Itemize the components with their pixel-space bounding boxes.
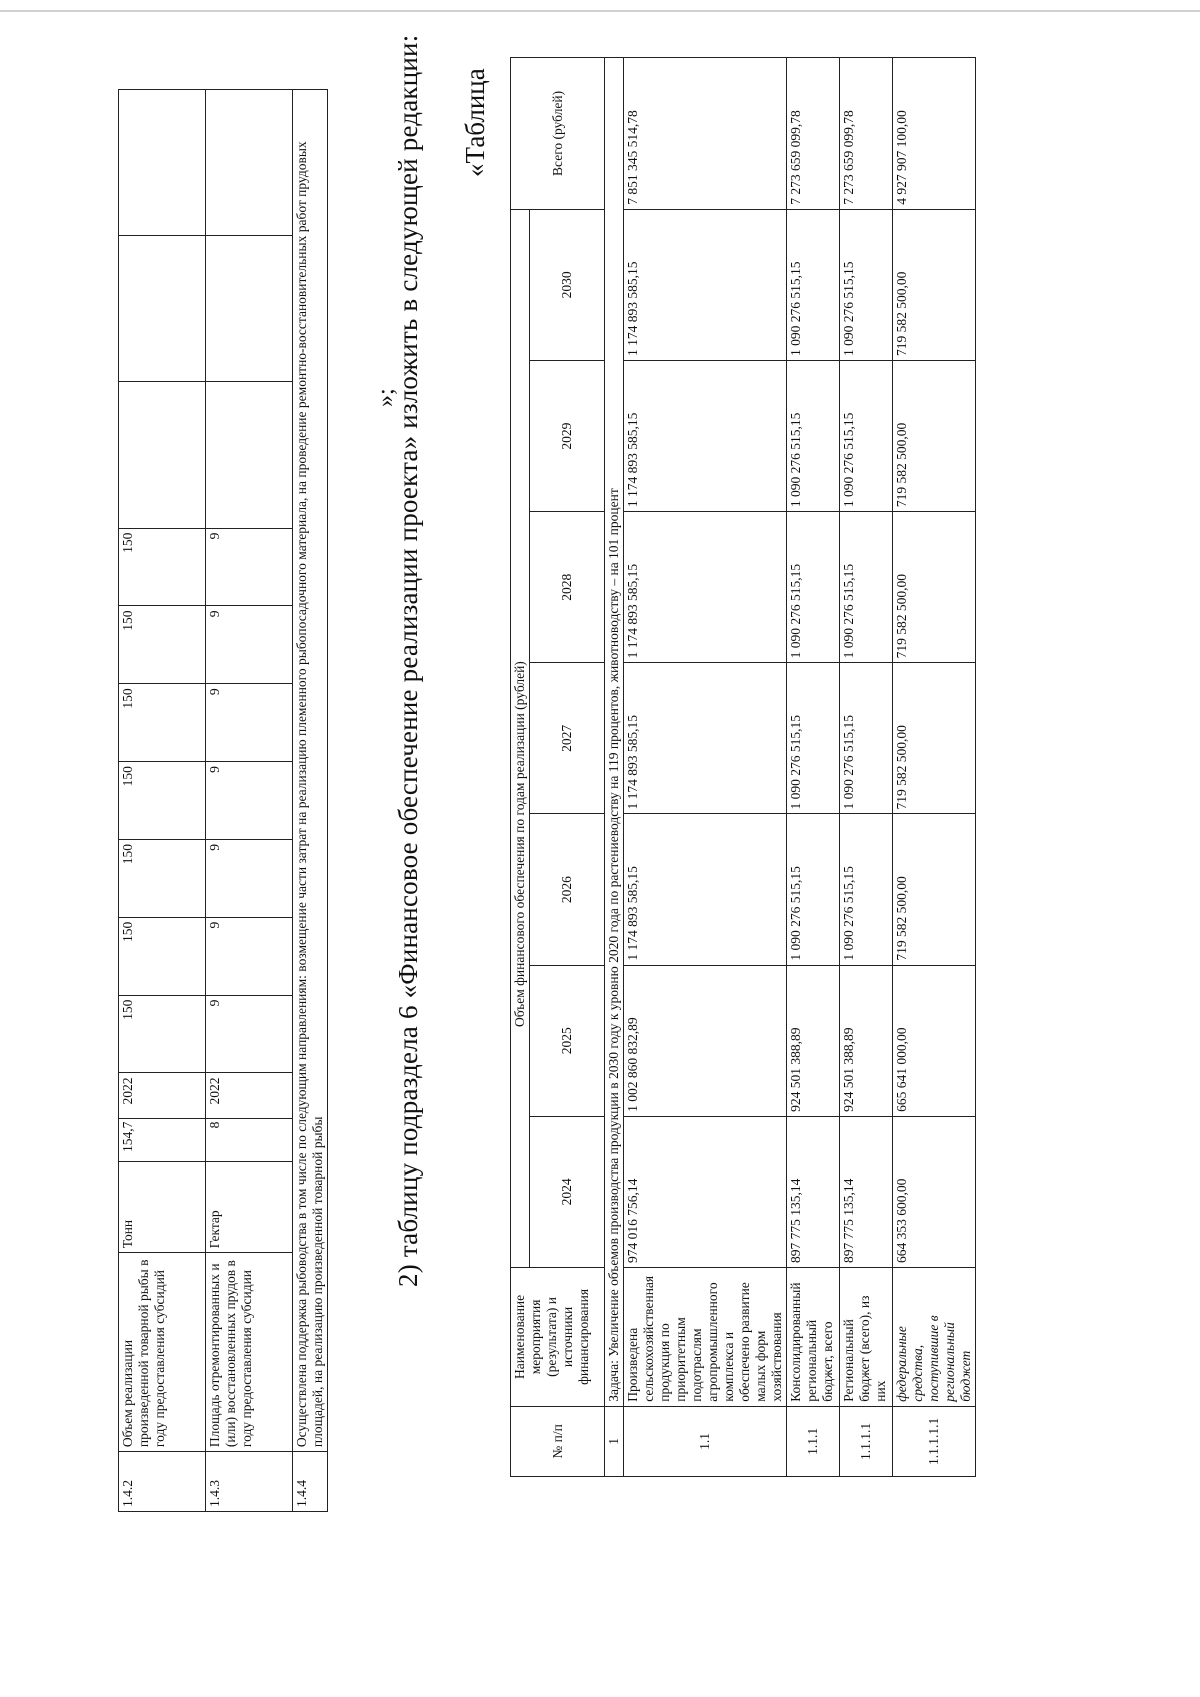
task-text: Задача: Увеличение объемов производства продукции в 2030 году к уровню 2020 года по растениеводству на 119 процентов, животноводству – на 101 процент [605, 58, 624, 1407]
table-title: «Таблица [460, 68, 490, 177]
year-value: 150 [119, 528, 206, 606]
total-amount: 7 273 659 099,78 [787, 58, 840, 210]
row-number: 1.1.1 [787, 1406, 840, 1476]
year-amount: 719 582 500,00 [893, 814, 976, 965]
empty-cell [206, 236, 293, 382]
year-amount: 1 090 276 515,15 [840, 360, 893, 511]
year-amount: 1 090 276 515,15 [787, 360, 840, 511]
table-row [840, 58, 893, 1477]
year-amount: 719 582 500,00 [893, 663, 976, 814]
total-amount: 7 273 659 099,78 [840, 58, 893, 210]
year-amount: 1 174 893 585,15 [624, 663, 787, 814]
year-value: 9 [206, 684, 293, 762]
row-number: 1.4.2 [119, 1452, 206, 1512]
year-value: 9 [206, 995, 293, 1073]
header-year: 2024 [530, 1116, 605, 1267]
row-name: федеральные средства, поступившие в региональный бюджет [893, 1268, 976, 1407]
year-amount: 1 090 276 515,15 [787, 512, 840, 663]
header-row [511, 58, 530, 1477]
header-total: Всего (рублей) [511, 58, 605, 210]
year-amount: 665 641 000,00 [893, 965, 976, 1116]
year-amount: 1 174 893 585,15 [624, 360, 787, 511]
row-name: Консолидированный региональный бюджет, всего [787, 1268, 840, 1407]
table-row [119, 90, 206, 1512]
year-amount: 1 090 276 515,15 [787, 663, 840, 814]
row-name: Объем реализации произведенной товарной рыбы в году предоставления субсидий [119, 1253, 206, 1452]
row-unit: Тонн [119, 1161, 206, 1253]
year-amount: 1 090 276 515,15 [840, 663, 893, 814]
finance-table [510, 57, 976, 1477]
empty-cell [119, 90, 206, 236]
closing-quote: »; [373, 388, 399, 407]
row-number: 1.4.4 [293, 1452, 328, 1512]
year-amount: 924 501 388,89 [787, 965, 840, 1116]
empty-cell [119, 236, 206, 382]
year-amount: 719 582 500,00 [893, 209, 976, 360]
year-value: 150 [119, 839, 206, 917]
year-amount: 974 016 756,14 [624, 1116, 787, 1267]
table-row [787, 58, 840, 1477]
year-amount: 664 353 600,00 [893, 1116, 976, 1267]
year-value: 150 [119, 917, 206, 995]
year-amount: 1 002 860 832,89 [624, 965, 787, 1116]
header-year: 2027 [530, 663, 605, 814]
header-year: 2026 [530, 814, 605, 965]
year-amount: 1 090 276 515,15 [840, 209, 893, 360]
base-year: 2022 [206, 1073, 293, 1118]
header-name: Наименование мероприятия (результата) и источники финансирования [511, 1268, 605, 1407]
table-row [624, 58, 787, 1477]
header-number: № п/п [511, 1406, 605, 1476]
year-value: 9 [206, 917, 293, 995]
header-year: 2030 [530, 209, 605, 360]
base-value: 8 [206, 1118, 293, 1161]
row-name: Произведена сельскохозяйственная продукция по приоритетным подотраслям агропромышленного комплекса и обеспечено развитие малых форм хозяйствования [624, 1268, 787, 1407]
header-row [530, 58, 605, 1477]
year-amount: 1 174 893 585,15 [624, 209, 787, 360]
base-value: 154,7 [119, 1118, 206, 1161]
row-number: 1.4.3 [206, 1452, 293, 1512]
year-amount: 1 090 276 515,15 [787, 814, 840, 965]
amendment-caption: 2) таблицу подраздела 6 «Финансовое обеспечение реализации проекта» изложить в следующей редакции: [393, 34, 423, 1287]
table-row [206, 90, 293, 1512]
header-group: Объем финансового обеспечения по годам реализации (рублей) [511, 209, 530, 1267]
indicators-table [118, 89, 328, 1512]
empty-cell [206, 382, 293, 528]
row-number: 1.1.1.1 [840, 1406, 893, 1476]
total-amount: 7 851 345 514,78 [624, 58, 787, 210]
row-unit: Гектар [206, 1161, 293, 1253]
note-text: Осуществлена поддержка рыбоводства в том числе по следующим направлениям: возмещение части затрат на реализацию племенного рыбопосадочного материала, на проведение ремонтно-восстановительных работ прудовых площадей, на реализацию произведенной товарной рыбы [293, 90, 328, 1452]
row-name: Региональный бюджет (всего), из них [840, 1268, 893, 1407]
year-amount: 924 501 388,89 [840, 965, 893, 1116]
row-number: 1.1.1.1.1 [893, 1406, 976, 1476]
header-year: 2025 [530, 965, 605, 1116]
year-amount: 1 174 893 585,15 [624, 814, 787, 965]
header-year: 2028 [530, 512, 605, 663]
empty-cell [206, 90, 293, 236]
year-value: 9 [206, 762, 293, 840]
header-year: 2029 [530, 360, 605, 511]
year-value: 9 [206, 839, 293, 917]
year-value: 150 [119, 684, 206, 762]
row-number: 1.1 [624, 1406, 787, 1476]
empty-cell [119, 382, 206, 528]
year-value: 9 [206, 606, 293, 684]
table-row [893, 58, 976, 1477]
year-amount: 719 582 500,00 [893, 512, 976, 663]
year-value: 9 [206, 528, 293, 606]
year-value: 150 [119, 995, 206, 1073]
year-amount: 897 775 135,14 [840, 1116, 893, 1267]
row-name: Площадь отремонтированных и (или) восстановленных прудов в году предоставления субсидии [206, 1253, 293, 1452]
base-year: 2022 [119, 1073, 206, 1118]
year-value: 150 [119, 606, 206, 684]
year-amount: 1 090 276 515,15 [840, 512, 893, 663]
year-amount: 719 582 500,00 [893, 360, 976, 511]
row-number: 1 [605, 1406, 624, 1476]
task-row [605, 58, 624, 1477]
year-amount: 1 090 276 515,15 [840, 814, 893, 965]
year-amount: 1 174 893 585,15 [624, 512, 787, 663]
year-value: 150 [119, 762, 206, 840]
year-amount: 1 090 276 515,15 [787, 209, 840, 360]
total-amount: 4 927 907 100,00 [893, 58, 976, 210]
year-amount: 897 775 135,14 [787, 1116, 840, 1267]
table-row [293, 90, 328, 1512]
scan-edge-line [0, 10, 1200, 12]
